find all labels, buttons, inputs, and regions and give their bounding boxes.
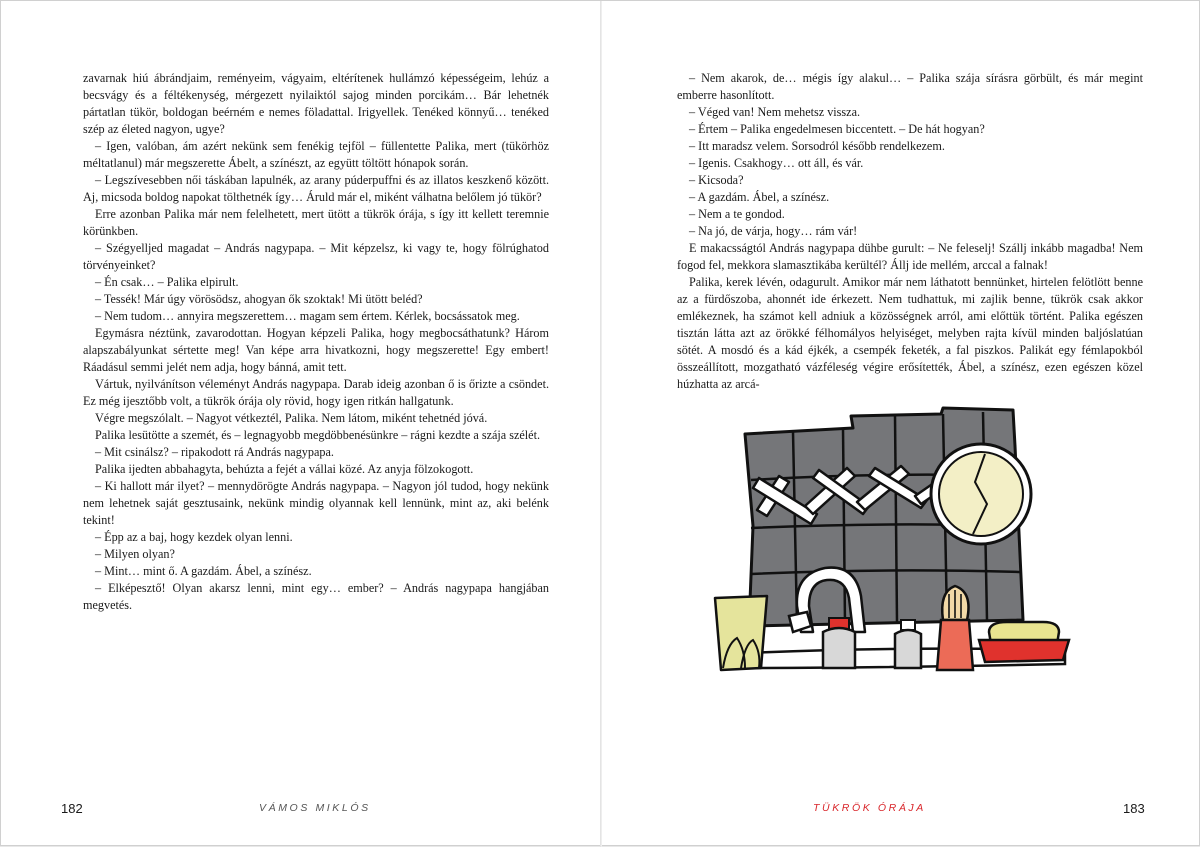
bottle-right-cap [901, 620, 915, 630]
paragraph: – Milyen olyan? [95, 547, 175, 561]
paragraph: – Elképesztő! Olyan akarsz lenni, mint egy… ember? – András nagypapa hangjában megvetés. [83, 581, 549, 612]
paragraph: – Én csak… – Palika elpirult. [95, 275, 239, 289]
paragraph: – Ki hallott már ilyet? – mennydörögte András nagypapa. – Nagyon jól tudod, hogy nekünk nem lehetnek saját gesztusaink, nekünk mindig olyannak kell lennünk, mint az, aki belénk tekint! [83, 479, 549, 527]
left-page [1, 1, 601, 847]
right-page-text [677, 70, 1143, 393]
paragraph: – Igenis. Csakhogy… ott áll, és vár. [689, 156, 864, 170]
bottle-left-body [823, 628, 855, 668]
left-page-text [83, 70, 549, 614]
right-page [601, 1, 1200, 847]
paragraph: Palika ijedten abbahagyta, behúzta a fejét a vállai közé. Az anyja fölzokogott. [95, 462, 474, 476]
running-head-title: TÜKRÖK ÓRÁJA [813, 802, 926, 814]
paragraph: – Szégyelljed magadat – András nagypapa. – Mit képzelsz, ki vagy te, hogy fölrúghatod törvényeinket? [83, 241, 549, 272]
paragraph: – Nem tudom… annyira megszerettem… magam sem értem. Kérlek, bocsássatok meg. [95, 309, 520, 323]
paragraph: Vártuk, nyilvánítson véleményt András nagypapa. Darab ideig azonban ő is őrizte a csöndet. Ez még ijesztőbb volt, a tükrök órája oly rövid, hogy igen ritkán hallgatunk. [83, 377, 549, 408]
paragraph: – Mint… mint ő. A gazdám. Ábel, a színész. [95, 564, 312, 578]
bathroom-illustration [693, 406, 1073, 676]
paragraph: – Nem a te gondod. [689, 207, 785, 221]
paragraph: E makacsságtól András nagypapa dühbe gurult: – Ne feleselj! Szállj inkább magadba! Nem fogod fel, mekkora slamasztikába kerültél? Állj ide mellém, arccal a falnak! [677, 241, 1143, 272]
paragraph: Erre azonban Palika már nem felelhetett, mert ütött a tükrök órája, s így itt kellett teremnie körünkben. [83, 207, 549, 238]
paragraph: – A gazdám. Ábel, a színész. [689, 190, 830, 204]
paragraph: – Véged van! Nem mehetsz vissza. [689, 105, 861, 119]
shaving-brush-handle [937, 620, 973, 670]
paragraph: Palika lesütötte a szemét, és – legnagyobb megdöbbenésünkre – rágni kezdte a szája szélét. [95, 428, 541, 442]
paragraph: – Tessék! Már úgy vörösödsz, ahogyan ők szoktak! Mi ütött beléd? [95, 292, 423, 306]
page-number-left: 182 [61, 801, 83, 816]
soap-dish [979, 640, 1069, 662]
paragraph: Egymásra néztünk, zavarodottan. Hogyan képzeli Palika, hogy megbocsáthatunk? Három alapszabályunkat sértette meg! Van képe arra hivatkozni, hogy megszerette! Egy embert! Ráadásul semmi jelét nem adja, hogy bánná, amit tett. [83, 326, 549, 374]
paragraph: – Nem akarok, de… mégis így alakul… – Palika szája sírásra görbült, és már megint emberre hasonlított. [677, 71, 1143, 102]
paragraph: zavarnak hiú ábrándjaim, reményeim, vágyaim, eltérítenek hullámzó képességeim, lehúz a becsvágy és a féltékenység, mérgezett nyilaiktól sajog minden porcikám… Bár lehetnék pártatlan tükör, boldogan beérném e nemes föladattal. Irigyellek. Tenéked könnyű… tenéked szép az életed nagyon, ugye? [83, 71, 549, 136]
paragraph: – Értem – Palika engedelmesen biccentett. – De hát hogyan? [689, 122, 985, 136]
paragraph: – Itt maradsz velem. Sorsodról később rendelkezem. [689, 139, 945, 153]
paragraph: Palika, kerek lévén, odagurult. Amikor már nem láthatott bennünket, hirtelen felötlött benne az a fürdőszoba, ahonnét ide érkezett. Nem tudhattuk, mi zajlik benne, tükrök csak akkor emlékeznek, ha számot kell adniuk a közösségnek arról, ami előttük történt. Palika egészen tisztán látta azt az örökké félhomályos helyiséget, melyben rajta kívül minden baljóslatúan sötét. A mosdó és a kád éjkék, a csempék feketék, a fal piszkos. Palikát egy fémlapokból összeállított, mozgatható vázféleség végire erősítették, Ábel, a színész, ezen egészen közel húzhatta az arcá- [677, 275, 1143, 391]
paragraph: – Kicsoda? [689, 173, 744, 187]
paragraph: – Na jó, de várja, hogy… rám vár! [689, 224, 858, 238]
paragraph: – Igen, valóban, ám azért nekünk sem fenékig tejföl – füllentette Palika, mert (tükörhöz méltatlanul) már megszerette Ábelt, a színészt, az együtt töltött hónapok során. [83, 139, 549, 170]
paragraph: – Legszívesebben női táskában lapulnék, az arany púderpuffni és az illatos keszkenő között. Aj, micsoda boldog napokat tölthetnék így… Áruld már el, miként válhatna belőlem jó tükör? [83, 173, 549, 204]
paragraph: – Épp az a baj, hogy kezdek olyan lenni. [95, 530, 293, 544]
running-head-author: VÁMOS MIKLÓS [259, 802, 371, 814]
paragraph: – Mit csinálsz? – ripakodott rá András nagypapa. [95, 445, 334, 459]
paragraph: Végre megszólalt. – Nagyot vétkeztél, Palika. Nem látom, miként tehetnéd jóvá. [95, 411, 488, 425]
page-number-right: 183 [1123, 801, 1145, 816]
bottle-right-body [895, 630, 921, 668]
